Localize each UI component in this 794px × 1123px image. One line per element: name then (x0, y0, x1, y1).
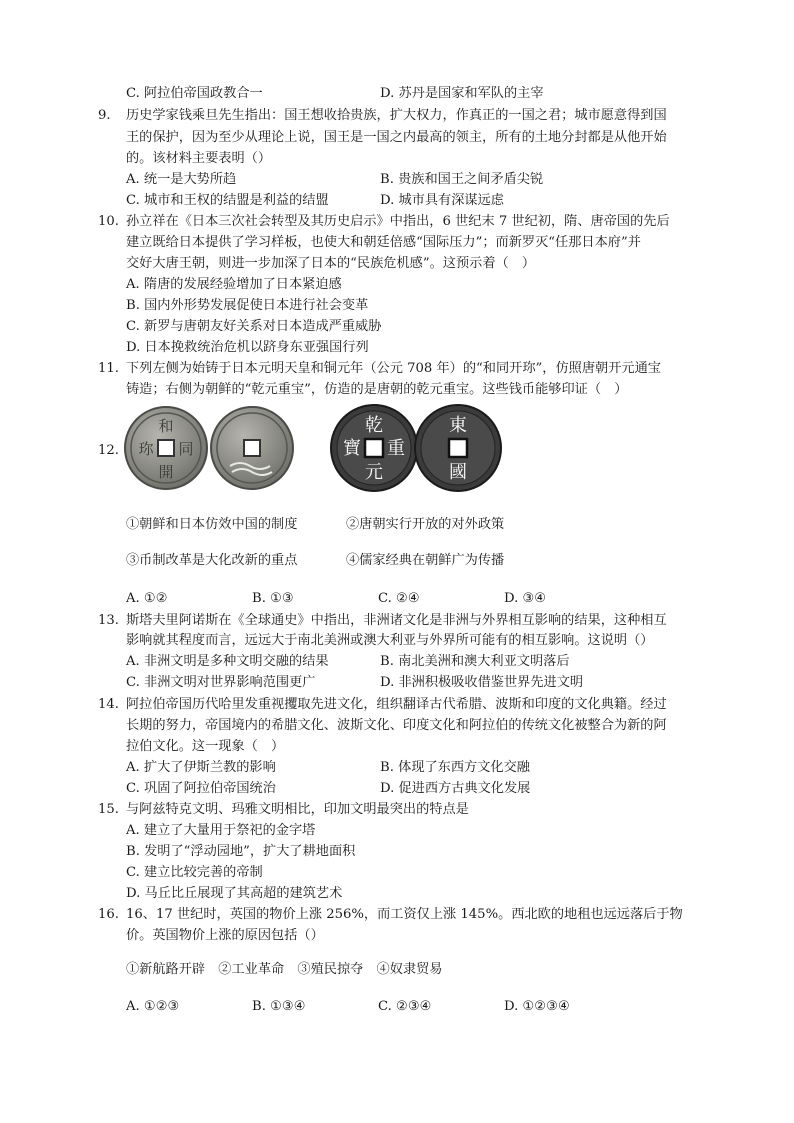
coin-image-geonwonjungbo-front (330, 404, 418, 492)
q9-option-c: C. 城市和王权的结盟是利益的结盟 (126, 193, 329, 208)
q13-stem-line-1: 斯塔夫里阿诺斯在《全球通史》中指出，非洲诸文化是非洲与外界相互影响的结果，这种相互 (126, 613, 667, 628)
q16-number: 16. (98, 907, 119, 922)
q11-stem-line-2: 铸造；右侧为朝鲜的“乾元重宝”，仿造的是唐朝的乾元重宝。这些钱币能够印证（ ） (126, 382, 628, 397)
q10-option-c: C. 新罗与唐朝友好关系对日本造成严重威胁 (126, 319, 382, 334)
q15-option-b: B. 发明了“浮动园地”，扩大了耕地面积 (126, 844, 356, 859)
q16-items: ①新航路开辟 ②工业革命 ③殖民掠夺 ④奴隶贸易 (126, 962, 443, 977)
q9-option-d: D. 城市具有深谋远虑 (380, 193, 504, 208)
q11-number: 11. (98, 361, 119, 376)
coin-left-char-left: 珎 (138, 440, 154, 458)
q13-stem-line-2: 影响就其程度而言，远远大于南北美洲或澳大利亚与外界所可能有的相互影响。这说明（） (126, 633, 654, 648)
coin-back-char-top: 東 (449, 415, 467, 436)
q14-option-a: A. 扩大了伊斯兰教的影响 (126, 760, 276, 775)
q9-option-a: A. 统一是大势所趋 (126, 172, 237, 187)
q15-stem-line-1: 与阿兹特克文明、玛雅文明相比，印加文明最突出的特点是 (126, 802, 469, 817)
q16-option-a: A. ①②③ (126, 999, 180, 1014)
q12-item-3: ③币制改革是大化改新的重点 (126, 553, 298, 568)
q14-option-d: D. 促进西方古典文化发展 (380, 781, 531, 796)
q13-option-c: C. 非洲文明对世界影响范围更广 (126, 675, 316, 690)
q10-option-d: D. 日本挽救统治危机以跻身东亚强国行列 (126, 340, 369, 355)
q16-option-b: B. ①③④ (252, 999, 306, 1014)
q15-option-a: A. 建立了大量用于祭祀的金字塔 (126, 823, 316, 838)
q10-stem-line-3: 交好大唐王朝，则进一步加深了日本的“民族危机感”。这预示着（ ） (126, 256, 536, 271)
q8-option-d: D. 苏丹是国家和军队的主宰 (380, 86, 544, 101)
q10-option-a: A. 隋唐的发展经验增加了日本紧迫感 (126, 277, 342, 292)
q12-option-d: D. ③④ (504, 591, 547, 606)
q9-stem-line-2: 王的保护，因为至少从理论上说，国王是一国之内最高的领主，所有的土地分封都是从他开始 (126, 130, 667, 145)
q16-option-d: D. ①②③④ (504, 999, 570, 1014)
q9-number: 9. (98, 108, 111, 123)
coin-right-char-top: 乾 (365, 415, 383, 436)
q16-option-c: C. ②③④ (378, 999, 432, 1014)
q14-stem-line-2: 长期的努力，帝国境内的希腊文化、波斯文化、印度文化和阿拉伯的传统文化被整合为新的阿 (126, 718, 667, 733)
coin-left-char-top: 和 (158, 417, 174, 435)
q13-option-a: A. 非洲文明是多种文明交融的结果 (126, 654, 329, 669)
q15-option-c: C. 建立比较完善的帝制 (126, 865, 263, 880)
coin-left-char-right: 同 (178, 440, 194, 458)
q13-option-d: D. 非洲积极吸收借鉴世界先进文明 (380, 675, 584, 690)
q12-option-a: A. ①② (126, 591, 168, 606)
q12-item-2: ②唐朝实行开放的对外政策 (346, 517, 505, 532)
q10-stem-line-1: 孙立祥在《日本三次社会转型及其历史启示》中指出，6 世纪末 7 世纪初，隋、唐帝国的先后 (126, 214, 670, 229)
coin-right-char-left: 寶 (343, 438, 361, 459)
q12-option-c: C. ②④ (378, 591, 420, 606)
coin-image-wadokaichin-front (124, 406, 208, 490)
q10-option-b: B. 国内外形势发展促使日本进行社会变革 (126, 298, 369, 313)
q8-option-c: C. 阿拉伯帝国政教合一 (126, 86, 263, 101)
q10-number: 10. (98, 214, 119, 229)
q13-number: 13. (98, 613, 119, 628)
q9-stem-line-3: 的。该材料主要表明（） (126, 151, 272, 166)
q15-number: 15. (98, 802, 119, 817)
q14-option-c: C. 巩固了阿拉伯帝国统治 (126, 781, 276, 796)
coin-back-char-bottom: 國 (449, 462, 467, 483)
q12-item-1: ①朝鲜和日本仿效中国的制度 (126, 517, 298, 532)
coin-image-geonwonjungbo-back (414, 404, 502, 492)
q14-stem-line-3: 拉伯文化。这一现象（ ） (126, 739, 285, 754)
q12-item-4: ④儒家经典在朝鲜广为传播 (346, 553, 505, 568)
q10-stem-line-2: 建立既给日本提供了学习样板，也使大和朝廷倍感“国际压力”；而新罗灭“任那日本府”并 (126, 235, 641, 250)
q13-option-b: B. 南北美洲和澳大利亚文明落后 (380, 654, 570, 669)
q16-stem-line-2: 价。英国物价上涨的原因包括（） (126, 928, 324, 943)
coin-left-char-bottom: 開 (158, 463, 174, 481)
q9-stem-line-1: 历史学家钱乘旦先生指出：国王想收拾贵族，扩大权力，作真正的一国之君；城市愿意得到国 (126, 108, 667, 123)
coin-right-char-bottom: 元 (365, 462, 383, 483)
q9-option-b: B. 贵族和国王之间矛盾尖锐 (380, 172, 544, 187)
q12-option-b: B. ①③ (252, 591, 294, 606)
q14-stem-line-1: 阿拉伯帝国历代哈里发重视攫取先进文化，组织翻译古代希腊、波斯和印度的文化典籍。经过 (126, 697, 667, 712)
q15-option-d: D. 马丘比丘展现了其高超的建筑艺术 (126, 886, 343, 901)
q16-stem-line-1: 16、17 世纪时，英国的物价上涨 256%，而工资仅上涨 145%。西北欧的地租也远远落后于物 (126, 907, 683, 922)
q12-number: 12. (98, 443, 119, 458)
q11-stem-line-1: 下列左侧为始铸于日本元明天皇和铜元年（公元 708 年）的“和同开珎”，仿照唐朝开元通宝 (126, 361, 661, 376)
q14-option-b: B. 体现了东西方文化交融 (380, 760, 530, 775)
coin-right-char-right: 重 (387, 438, 405, 459)
coin-image-wadokaichin-back (210, 406, 294, 490)
q14-number: 14. (98, 697, 119, 712)
